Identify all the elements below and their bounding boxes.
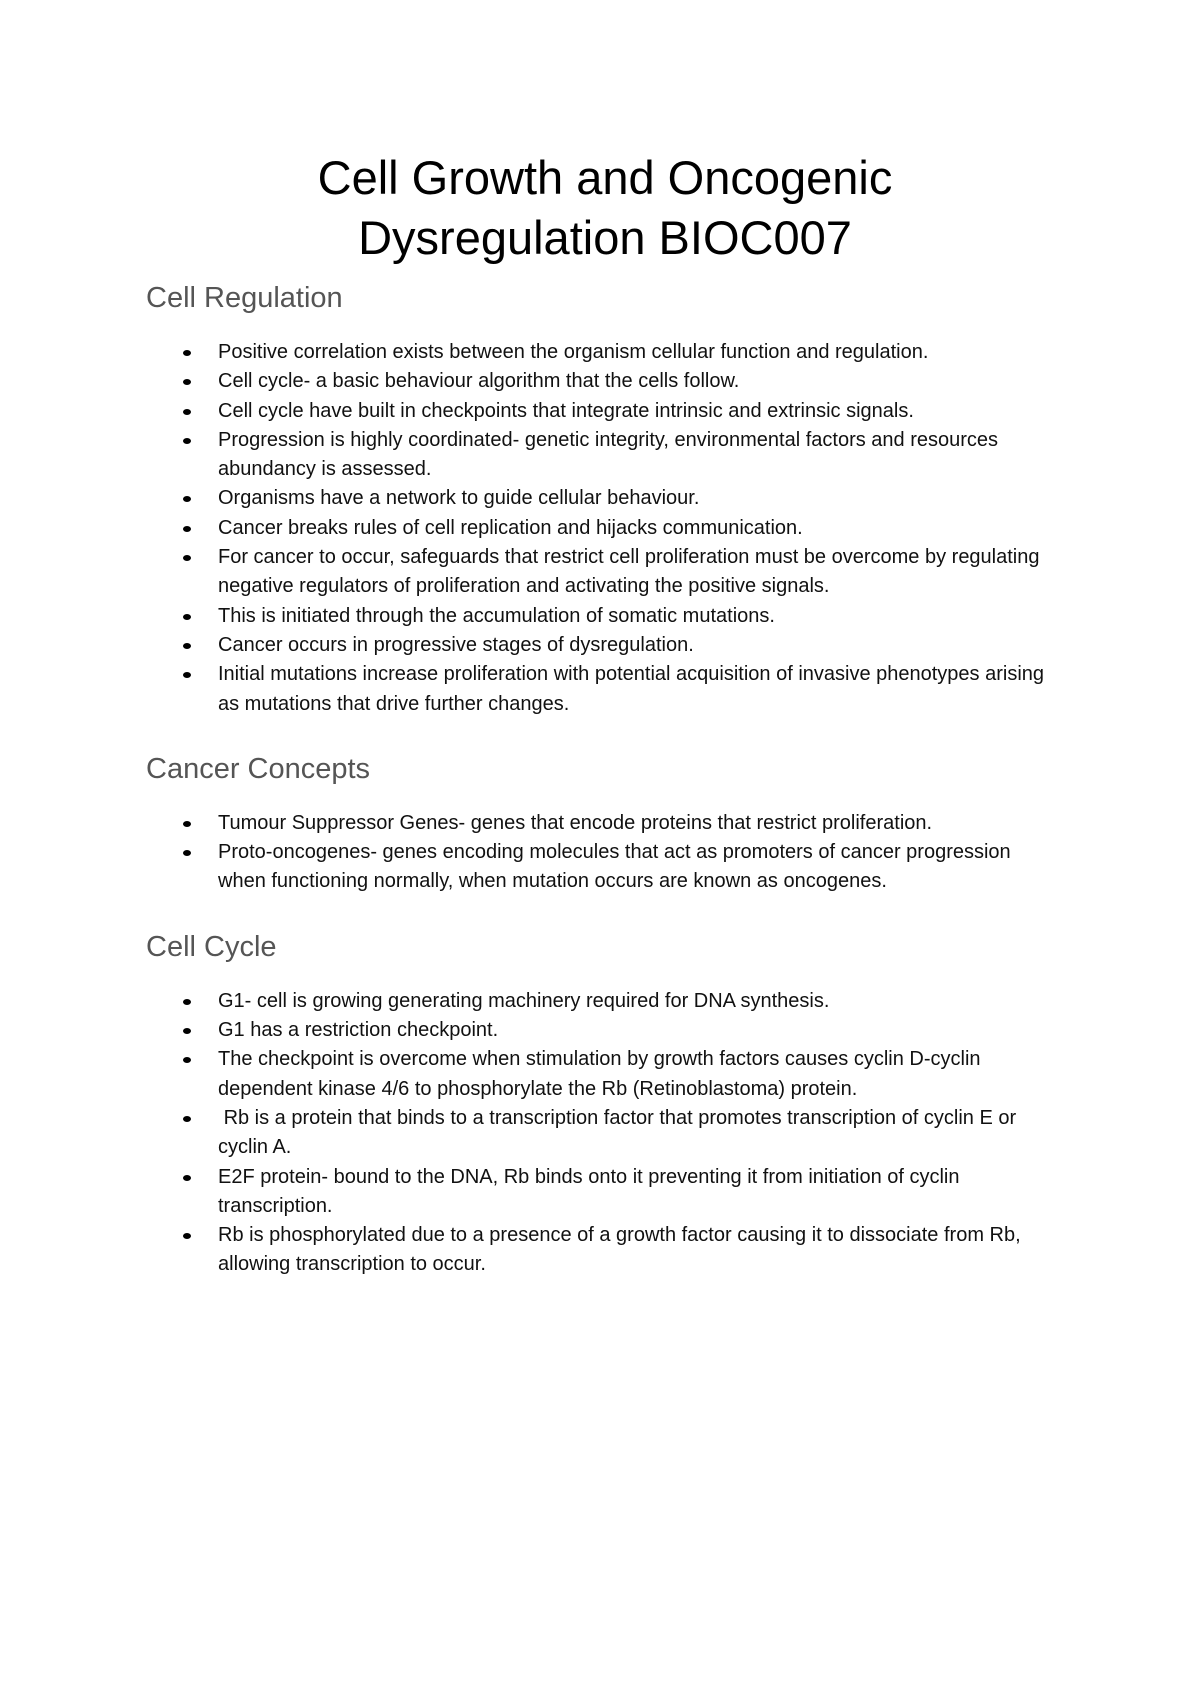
list-item-text: Cell cycle have built in checkpoints that integrate intrinsic and extrinsic signals. [218,399,914,422]
bullet-icon [183,1028,191,1034]
bullet-icon [183,409,191,415]
bullet-icon [183,438,191,444]
section-heading: Cancer Concepts [146,752,371,785]
title-line-1: Cell Growth and Oncogenic [317,151,893,204]
list-item [218,1104,1060,1163]
list-item [218,660,1060,719]
bullet-icon [183,614,191,620]
list-item [218,543,1060,602]
bullet-icon [183,379,191,385]
list-item [218,602,1060,631]
bullet-icon [183,350,191,356]
bullet-list [146,809,1060,897]
list-item-text: Tumour Suppressor Genes- genes that encode proteins that restrict proliferation. [218,811,933,834]
bullet-list [146,987,1060,1280]
bullet-icon [183,1175,191,1181]
list-item-text: Rb is a protein that binds to a transcription factor that promotes transcription of cyclin E or cyclin A. [218,1106,1022,1159]
bullet-icon [183,555,191,561]
list-item-text: Organisms have a network to guide cellular behaviour. [218,487,700,510]
section-cancer-concepts [146,751,1060,897]
list-item-text: This is initiated through the accumulation of somatic mutations. [218,604,775,627]
list-item [218,514,1060,543]
list-item [218,484,1060,513]
bullet-icon [183,1116,191,1122]
list-item [218,631,1060,660]
section-heading: Cell Regulation [146,282,343,314]
document-title [146,148,1060,268]
list-item [218,397,1060,426]
list-item-text: Cell cycle- a basic behaviour algorithm that the cells follow. [218,370,740,393]
section-heading: Cell Cycle [146,930,277,963]
list-item-text: Rb is phosphorylated due to a presence of a growth factor causing it to dissociate from Rb, allowing transcription to occur. [218,1224,1021,1276]
list-item-text: Positive correlation exists between the organism cellular function and regulation. [218,341,929,363]
list-item-text: The checkpoint is overcome when stimulation by growth factors causes cyclin D-cyclin dependent kinase 4/6 to phosphorylate the Rb (Retinoblastoma) protein. [218,1048,981,1100]
list-item [218,1163,1060,1222]
list-item-text: Initial mutations increase proliferation with potential acquisition of invasive phenotypes arising as mutations that drive further changes. [218,663,1045,715]
bullet-icon [183,821,191,827]
list-item-text: Proto-oncogenes- genes encoding molecules that act as promoters of cancer progression when functioning normally, when mutation occurs are known as oncogenes. [218,841,1011,893]
list-item [218,1016,1060,1045]
bullet-icon [183,1057,191,1063]
list-item-text: Cancer occurs in progressive stages of dysregulation. [218,633,694,656]
list-item-text: Cancer breaks rules of cell replication and hijacks communication. [218,516,803,539]
list-item [218,838,1060,897]
bullet-list [146,338,1060,719]
title-line-2: Dysregulation BIOC007 [358,211,852,264]
bullet-icon [183,643,191,649]
list-item [218,809,1060,838]
section-cell-cycle [146,929,1060,1280]
bullet-icon [183,672,191,678]
list-item [218,426,1060,485]
list-item [218,338,1060,367]
list-item [218,987,1060,1016]
list-item-text: Progression is highly coordinated- genetic integrity, environmental factors and resources abundancy is assessed. [218,428,999,481]
bullet-icon [183,999,191,1005]
list-item-text: G1 has a restriction checkpoint. [218,1019,499,1042]
list-item [218,1045,1060,1104]
list-item [218,1221,1060,1280]
section-cell-regulation [146,280,1060,719]
bullet-icon [183,850,191,856]
list-item [218,367,1060,396]
bullet-icon [183,1233,191,1239]
list-item-text: G1- cell is growing generating machinery required for DNA synthesis. [218,989,830,1012]
bullet-icon [183,526,191,532]
list-item-text: For cancer to occur, safeguards that restrict cell proliferation must be overcome by regulating negative regulators of proliferation and activating the positive signals. [218,546,1040,598]
list-item-text: E2F protein- bound to the DNA, Rb binds onto it preventing it from initiation of cyclin transcription. [218,1165,960,1217]
bullet-icon [183,496,191,502]
